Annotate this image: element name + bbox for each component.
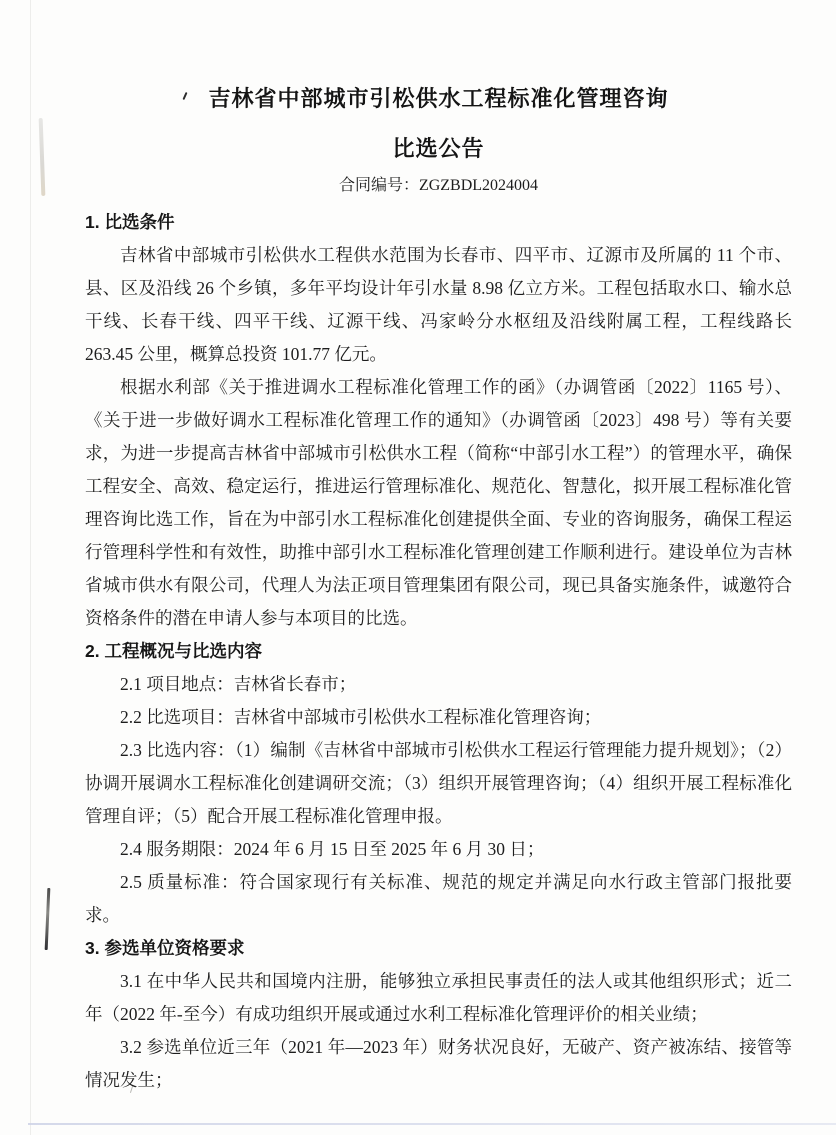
section-1-paragraph: 根据水利部《关于推进调水工程标准化管理工作的函》（办调管函〔2022〕1165 号）、《关于进一步做好调水工程标准化管理工作的通知》（办调管函〔2023〕498 号）等有关要求，为进一步提高吉林省中部城市引松供水工程（简称“中部引水工程”）的管理水平，确保工程安全、高效、稳定运行，推进运行管理标准化、规范化、智慧化，拟开展工程标准化管理咨询比选工作，旨在为中部引水工程标准化创建提供全面、专业的咨询服务，确保工程运行管理科学性和有效性，助推中部引水工程标准化管理创建工作顺利进行。建设单位为吉林省城市供水有限公司，代理人为法正项目管理集团有限公司，现已具备实施条件，诚邀符合资格条件的潜在申请人参与本项目的比选。 [85,377,792,628]
section-1-heading: 1. 比选条件 [85,212,175,232]
section-2-item-2-1: 2.1 项目地点：吉林省长春市； [120,674,357,694]
document-content [85,84,792,1097]
section-2-item-2-3: 2.3 比选内容：（1）编制《吉林省中部城市引松供水工程运行管理能力提升规划》；（2）协调开展调水工程标准化创建调研交流；（3）组织开展管理咨询；（4）组织开展工程标准化管理自评；（5）配合开展工程标准化管理申报。 [85,740,792,826]
section-2-item-2-4: 2.4 服务期限：2024 年 6 月 15 日至 2025 年 6 月 30 日； [120,839,545,859]
section-3-item-3-1: 3.1 在中华人民共和国境内注册，能够独立承担民事责任的法人或其他组织形式；近二年（2022 年-至今）有成功组织开展或通过水利工程标准化管理评价的相关业绩； [85,971,792,1024]
section-3-item-3-2: 3.2 参选单位近三年（2021 年—2023 年）财务状况良好，无破产、资产被冻结、接管等情况发生； [85,1037,792,1090]
section-3-heading: 3. 参选单位资格要求 [85,938,245,958]
contract-number-line [85,175,792,197]
scan-streak-dark [45,888,51,950]
document-title-line1: 吉林省中部城市引松供水工程标准化管理咨询 [208,86,669,111]
section-2-item-2-5: 2.5 质量标准：符合国家现行有关标准、规范的规定并满足向水行政主管部门报批要求。 [85,872,792,925]
section-1-paragraph: 吉林省中部城市引松供水工程供水范围为长春市、四平市、辽源市及所属的 11 个市、县、区及沿线 26 个乡镇，多年平均设计年引水量 8.98 亿立方米。工程包括取水口、输水总干线、长春干线、四平干线、辽源干线、冯家岭分水枢纽及沿线附属工程，工程线路长 263.45 公里，概算总投资 101.77 亿元。 [85,245,792,364]
contract-number-value: ZGZBDL2024004 [418,177,539,194]
section-2-item-2-2: 2.2 比选项目：吉林省中部城市引松供水工程标准化管理咨询； [120,707,602,727]
section-2-heading: 2. 工程概况与比选内容 [85,641,262,661]
document-title-line2: 比选公告 [392,136,485,161]
scan-streak-light [39,118,46,196]
page-edge-line [30,0,31,1135]
document-body [85,206,792,1097]
contract-number-label: 合同编号： [338,177,419,194]
page-bottom-edge-line [28,1123,836,1125]
